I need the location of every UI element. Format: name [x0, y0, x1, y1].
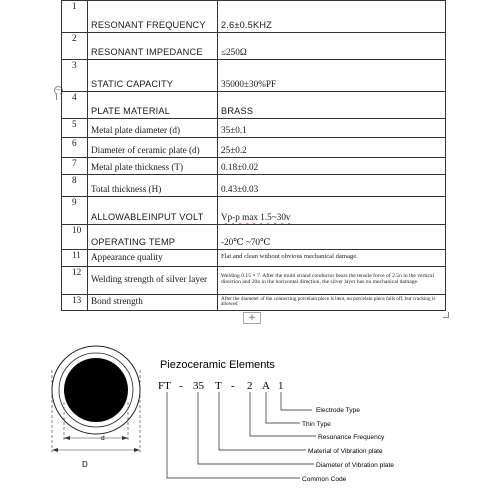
code-part: FT — [158, 380, 171, 392]
row-name — [88, 197, 218, 225]
code-part: - — [179, 380, 183, 392]
row-name: Diameter of ceramic plate (d) — [88, 138, 218, 158]
ceramic-disc — [64, 358, 128, 422]
row-number: 12 — [62, 267, 88, 295]
row-number: 11 — [62, 250, 88, 267]
row-number: 8 — [62, 175, 88, 197]
code-label: Diameter of Vibration plate — [316, 462, 394, 469]
code-label: Material of Vibration plate — [308, 448, 383, 455]
code-label: Thin Type — [302, 421, 331, 428]
table-row — [62, 225, 446, 250]
table-row — [62, 60, 446, 92]
code-part: 1 — [278, 380, 284, 392]
row-value-text: Vp-p max 1.5~30v — [221, 212, 291, 223]
table-resize-handle[interactable] — [443, 312, 449, 318]
table-row-tick-icon — [56, 94, 60, 100]
row-value — [218, 197, 446, 225]
table-row — [62, 267, 446, 295]
dim-inner-label: d — [101, 435, 105, 442]
piezo-title: Piezoceramic Elements — [160, 359, 275, 371]
code-label: Common Code — [302, 476, 347, 483]
table-row — [62, 175, 446, 197]
row-number: 7 — [62, 158, 88, 175]
row-name: OPERATING TEMP — [88, 225, 218, 250]
row-value: 35±0.1 — [218, 119, 446, 138]
spec-table — [61, 0, 446, 311]
add-row-button[interactable]: + — [243, 312, 261, 324]
row-number: 1 — [62, 1, 88, 33]
leader-lines — [167, 392, 316, 478]
table-row-handle-icon[interactable]: − — [55, 86, 62, 94]
table-row — [62, 33, 446, 60]
row-value: BRASS — [218, 92, 446, 119]
disc-drawing — [52, 346, 140, 469]
code-part: T — [215, 380, 222, 392]
row-number: 5 — [62, 119, 88, 138]
row-value: ≤250Ω — [218, 33, 446, 60]
code-part: 35 — [193, 380, 204, 392]
table-row — [62, 119, 446, 138]
code-part: A — [262, 380, 270, 392]
row-number: 13 — [62, 295, 88, 311]
row-name: Metal plate diameter (d) — [88, 119, 218, 138]
row-number: 10 — [62, 225, 88, 250]
piezo-diagram — [0, 330, 488, 488]
row-name: Welding strength of silver layer — [88, 267, 218, 295]
row-name: Metal plate thickness (T) — [88, 158, 218, 175]
row-name: STATIC CAPACITY — [88, 60, 218, 92]
row-value: After the diameter of the connecting porcelain piece is bent, no porcelain piece falls off, but cracking is allowed — [218, 295, 446, 311]
dim-outer-label: D — [82, 460, 88, 469]
table-row — [62, 197, 446, 225]
row-value: Welding 0.15 × 7. After the multi strand conductor bears the tensile force of 2.5n in the vertical direction and 20n in the horizontal direction, the silver layer has no mechanical damage. — [218, 267, 446, 295]
row-value: -20℃ ~70℃ — [218, 225, 446, 250]
part-code — [158, 380, 284, 392]
row-name-text: ALLOWABLEINPUT VOLT — [91, 212, 204, 223]
row-value: 35000±30%PF — [218, 60, 446, 92]
row-number: 2 — [62, 33, 88, 60]
row-number: 4 — [62, 92, 88, 119]
table-row — [62, 92, 446, 119]
code-part: - — [231, 380, 235, 392]
row-value: 0.18±0.02 — [218, 158, 446, 175]
row-name: RESONANT IMPEDANCE — [88, 33, 218, 60]
row-number: 3 — [62, 60, 88, 92]
code-part: 2 — [247, 380, 253, 392]
row-name: PLATE MATERIAL — [88, 92, 218, 119]
table-row — [62, 295, 446, 311]
row-name: Total thickness (H) — [88, 175, 218, 197]
code-label: Electrode Type — [316, 407, 360, 414]
row-value: Flat and clean without obvious mechanical damage. — [218, 250, 446, 267]
row-number: 6 — [62, 138, 88, 158]
table-row — [62, 138, 446, 158]
row-value: 0.43±0.03 — [218, 175, 446, 197]
row-value: 25±0.2 — [218, 138, 446, 158]
table-row — [62, 158, 446, 175]
row-name: Bond strength — [88, 295, 218, 311]
row-number: 9 — [62, 197, 88, 225]
table-row — [62, 250, 446, 267]
code-label: Resonance Frequency — [318, 434, 385, 441]
row-name: RESONANT FREQUENCY — [88, 1, 218, 33]
table-row — [62, 1, 446, 33]
row-name: Appearance quality — [88, 250, 218, 267]
row-value: 2.6±0.5KHZ — [218, 1, 446, 33]
